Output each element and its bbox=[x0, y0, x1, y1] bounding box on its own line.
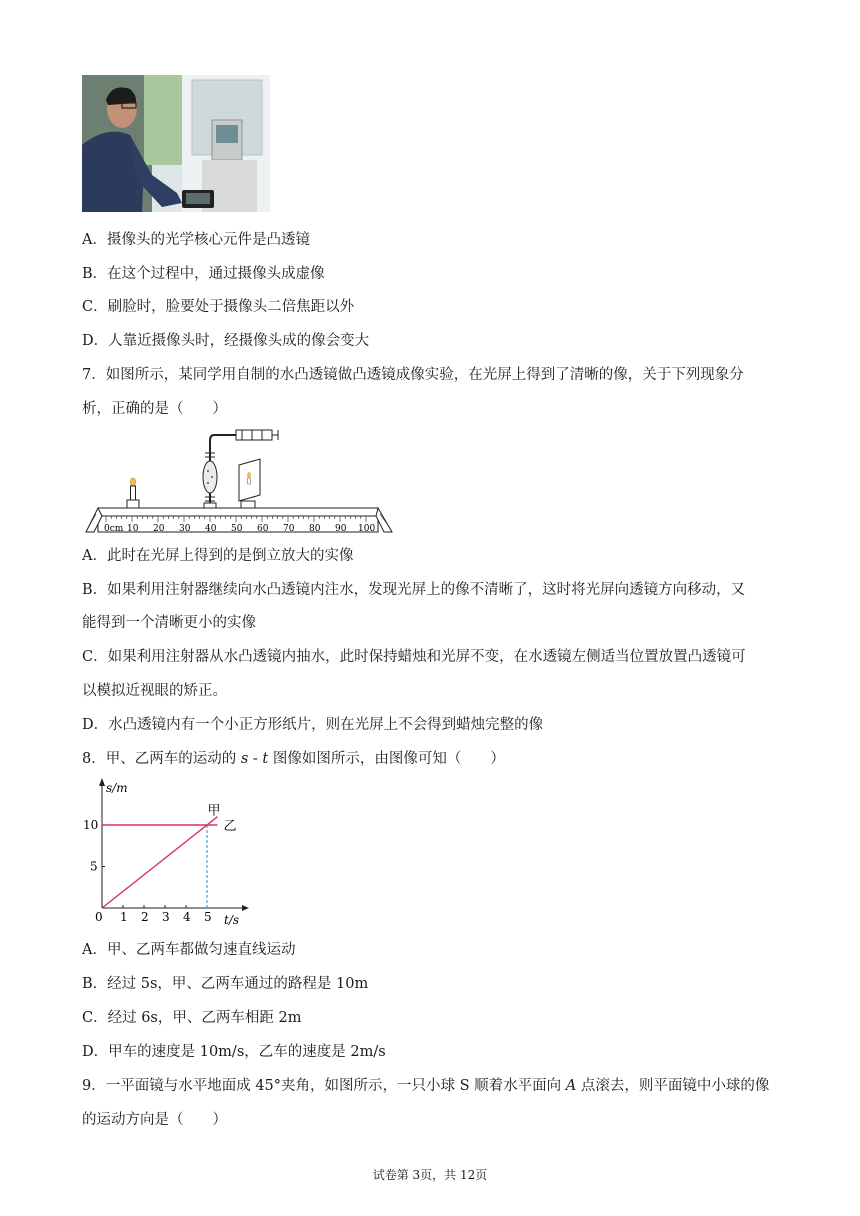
chart-marks bbox=[102, 817, 218, 908]
ruler-label-0: 0cm bbox=[104, 524, 124, 534]
q9-stem-post: 点滚去，则平面镜中小球的像 bbox=[576, 1078, 770, 1094]
series-line-0 bbox=[102, 817, 218, 908]
chart-axes bbox=[83, 778, 249, 924]
q8-stem-pre: 8．甲、乙两车的运动的 bbox=[82, 751, 241, 767]
q8-option-a: A．甲、乙两车都做匀速直线运动 bbox=[82, 942, 296, 958]
q7-option-d: D．水凸透镜内有一个小正方形纸片，则在光屏上不会得到蜡烛完整的像 bbox=[82, 717, 544, 733]
x-tick-label: 0 bbox=[95, 910, 103, 924]
series-label-yi: 乙 bbox=[223, 819, 237, 834]
s-t-chart bbox=[82, 776, 252, 926]
q8-stem-post: 图像如图所示，由图像可知（ ） bbox=[268, 751, 505, 767]
x-tick-label: 5 bbox=[204, 910, 212, 924]
ruler-label-20: 20 bbox=[153, 524, 165, 534]
q7-stem-line2: 析，正确的是（ ） bbox=[82, 401, 227, 417]
q8-stem-s: s bbox=[240, 751, 249, 767]
y-tick-label: 5 bbox=[90, 859, 98, 874]
ruler-label-80: 80 bbox=[309, 524, 321, 534]
q6-option-c: C．刷脸时，脸要处于摄像头二倍焦距以外 bbox=[82, 299, 355, 315]
q8-stem bbox=[82, 749, 505, 769]
q6-option-b: B．在这个过程中，通过摄像头成虚像 bbox=[82, 266, 325, 282]
face-recognition-photo bbox=[82, 75, 270, 212]
ruler-label-40: 40 bbox=[205, 524, 217, 534]
ruler-label-100: 100 bbox=[358, 524, 376, 534]
q8-stem-t: t bbox=[262, 751, 269, 767]
ruler-label-30: 30 bbox=[179, 524, 191, 534]
q9-stem-line2: 的运动方向是（ ） bbox=[82, 1112, 227, 1128]
q9-point-a: A bbox=[565, 1078, 577, 1094]
page-footer: 试卷第 3页，共 12页 bbox=[372, 1168, 488, 1182]
x-tick-label: 2 bbox=[141, 910, 149, 924]
y-tick-label: 10 bbox=[83, 818, 99, 832]
q8-option-b: B．经过 5s，甲、乙两车通过的路程是 10m bbox=[82, 976, 369, 992]
q7-option-c-cont: 以模拟近视眼的矫正。 bbox=[82, 683, 227, 699]
q7-stem-line1: 7．如图所示，某同学用自制的水凸透镜做凸透镜成像实验，在光屏上得到了清晰的像，关于下列现象分 bbox=[82, 367, 744, 383]
x-tick-label: 1 bbox=[120, 910, 128, 924]
y-axis-arrow bbox=[99, 778, 105, 786]
q7-option-b-cont: 能得到一个清晰更小的实像 bbox=[82, 615, 256, 631]
q6-option-a: A．摄像头的光学核心元件是凸透镜 bbox=[82, 232, 310, 248]
q9-stem-line1 bbox=[82, 1076, 769, 1096]
chart-x-axis-label: t/s bbox=[224, 913, 240, 926]
series-label-jia: 甲 bbox=[207, 803, 221, 819]
ruler-label-90: 90 bbox=[335, 524, 347, 534]
q8-option-d: D．甲车的速度是 10m/s，乙车的速度是 2m/s bbox=[82, 1044, 386, 1060]
chart-y-axis-label: s/m bbox=[106, 781, 128, 795]
q6-option-d: D．人靠近摄像头时，经摄像头成的像会变大 bbox=[82, 333, 370, 349]
q7-option-c: C．如果利用注射器从水凸透镜内抽水，此时保持蜡烛和光屏不变，在水透镜左侧适当位置放置凸透镜可 bbox=[82, 649, 746, 665]
x-tick-label: 3 bbox=[162, 910, 170, 924]
x-axis-arrow bbox=[242, 905, 249, 911]
q9-stem-pre: 9．一平面镜与水平地面成 45°夹角，如图所示，一只小球 S 顺着水平面向 bbox=[82, 1078, 566, 1094]
ruler-label-70: 70 bbox=[283, 524, 295, 534]
q7-option-b: B．如果利用注射器继续向水凸透镜内注水，发现光屏上的像不清晰了，这时将光屏向透镜方向移动，又 bbox=[82, 582, 746, 598]
ruler-label-60: 60 bbox=[257, 524, 269, 534]
q8-option-c: C．经过 6s，甲、乙两车相距 2m bbox=[82, 1010, 302, 1026]
ruler-label-50: 50 bbox=[231, 524, 243, 534]
optical-bench-diagram bbox=[82, 425, 398, 540]
ruler-label-10: 10 bbox=[127, 524, 139, 534]
q7-option-a: A．此时在光屏上得到的是倒立放大的实像 bbox=[82, 548, 354, 564]
x-tick-label: 4 bbox=[183, 910, 191, 924]
q8-stem-dash: - bbox=[248, 751, 263, 767]
